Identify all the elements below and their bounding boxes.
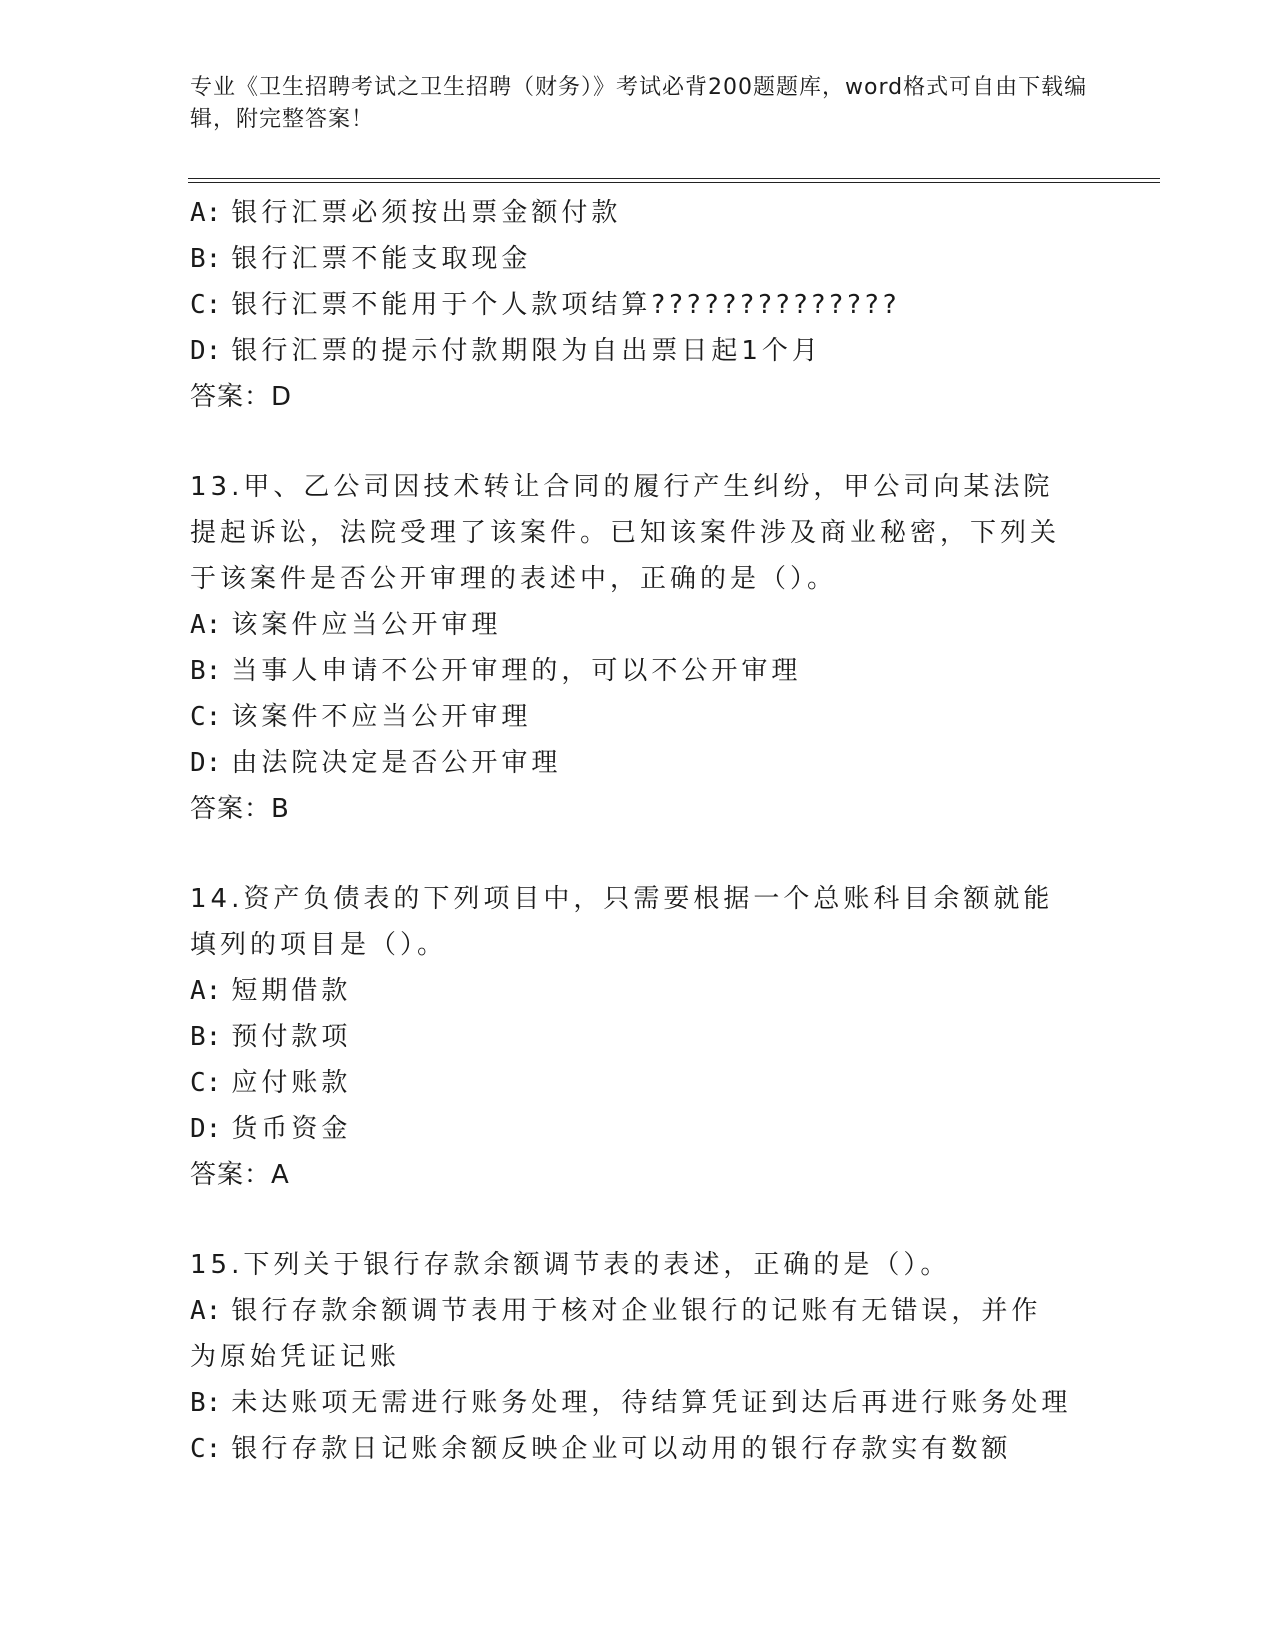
question-12-continued: [190, 190, 1090, 420]
option-label: C:: [190, 1068, 222, 1098]
option-a: [190, 190, 1090, 236]
option-text: 未达账项无需进行账务处理，待结算凭证到达后再进行账务处理: [231, 1388, 1072, 1418]
option-text: 银行汇票的提示付款期限为自出票日起1个月: [231, 336, 822, 366]
option-text: 短期借款: [231, 976, 352, 1006]
question-stem: 13.甲、乙公司因技术转让合同的履行产生纠纷，甲公司向某法院提起诉讼，法院受理了该案件。已知该案件涉及商业秘密，下列关于该案件是否公开审理的表述中，正确的是（）。: [190, 472, 1061, 594]
answer-line: 答案：A: [190, 1160, 290, 1190]
option-text: 应付账款: [231, 1068, 352, 1098]
option-label: B:: [190, 1022, 222, 1052]
option-label: D:: [190, 336, 222, 366]
question-stem: 15.下列关于银行存款余额调节表的表述，正确的是（）。: [190, 1250, 951, 1280]
option-c: [190, 694, 1090, 740]
option-text: 当事人申请不公开审理的，可以不公开审理: [231, 656, 802, 686]
option-text: 该案件不应当公开审理: [231, 702, 532, 732]
question-14: [190, 876, 1090, 1198]
option-a: [190, 1288, 1070, 1380]
option-label: A:: [190, 1296, 222, 1326]
option-c: [190, 1426, 1090, 1472]
option-text: 预付款项: [231, 1022, 352, 1052]
option-label: C:: [190, 290, 222, 320]
option-label: B:: [190, 1388, 222, 1418]
option-c: [190, 282, 1090, 328]
option-label: D:: [190, 1114, 222, 1144]
option-text: 银行汇票不能用于个人款项结算??????????????: [231, 290, 901, 320]
option-a: [190, 602, 1090, 648]
answer-line: 答案：B: [190, 794, 290, 824]
option-b: [190, 236, 1090, 282]
option-label: D:: [190, 748, 222, 778]
option-text: 由法院决定是否公开审理: [231, 748, 562, 778]
option-label: A:: [190, 610, 222, 640]
document-header-title: 专业《卫生招聘考试之卫生招聘（财务）》考试必背200题题库，word格式可自由下载编辑，附完整答案！: [190, 75, 1088, 132]
option-label: A:: [190, 198, 222, 228]
question-content: [190, 190, 1090, 1472]
option-b: [190, 1014, 1090, 1060]
option-text: 银行存款余额调节表用于核对企业银行的记账有无错误，并作为原始凭证记账: [190, 1296, 1042, 1372]
option-d: [190, 1106, 1090, 1152]
option-label: A:: [190, 976, 222, 1006]
question-15: [190, 1242, 1090, 1472]
option-label: B:: [190, 656, 222, 686]
option-text: 银行汇票必须按出票金额付款: [231, 198, 622, 228]
option-b: [190, 648, 1090, 694]
option-d: [190, 740, 1090, 786]
question-stem: 14.资产负债表的下列项目中，只需要根据一个总账科目余额就能填列的项目是（）。: [190, 884, 1054, 960]
option-b: [190, 1380, 1090, 1426]
option-label: B:: [190, 244, 222, 274]
option-text: 该案件应当公开审理: [231, 610, 502, 640]
question-13: [190, 464, 1090, 832]
option-a: [190, 968, 1090, 1014]
option-label: C:: [190, 1434, 222, 1464]
option-d: [190, 328, 1090, 374]
header-divider: [188, 178, 1160, 183]
option-c: [190, 1060, 1090, 1106]
option-text: 货币资金: [231, 1114, 352, 1144]
option-text: 银行汇票不能支取现金: [231, 244, 532, 274]
answer-line: 答案：D: [190, 382, 293, 412]
option-text: 银行存款日记账余额反映企业可以动用的银行存款实有数额: [231, 1434, 1012, 1464]
option-label: C:: [190, 702, 222, 732]
